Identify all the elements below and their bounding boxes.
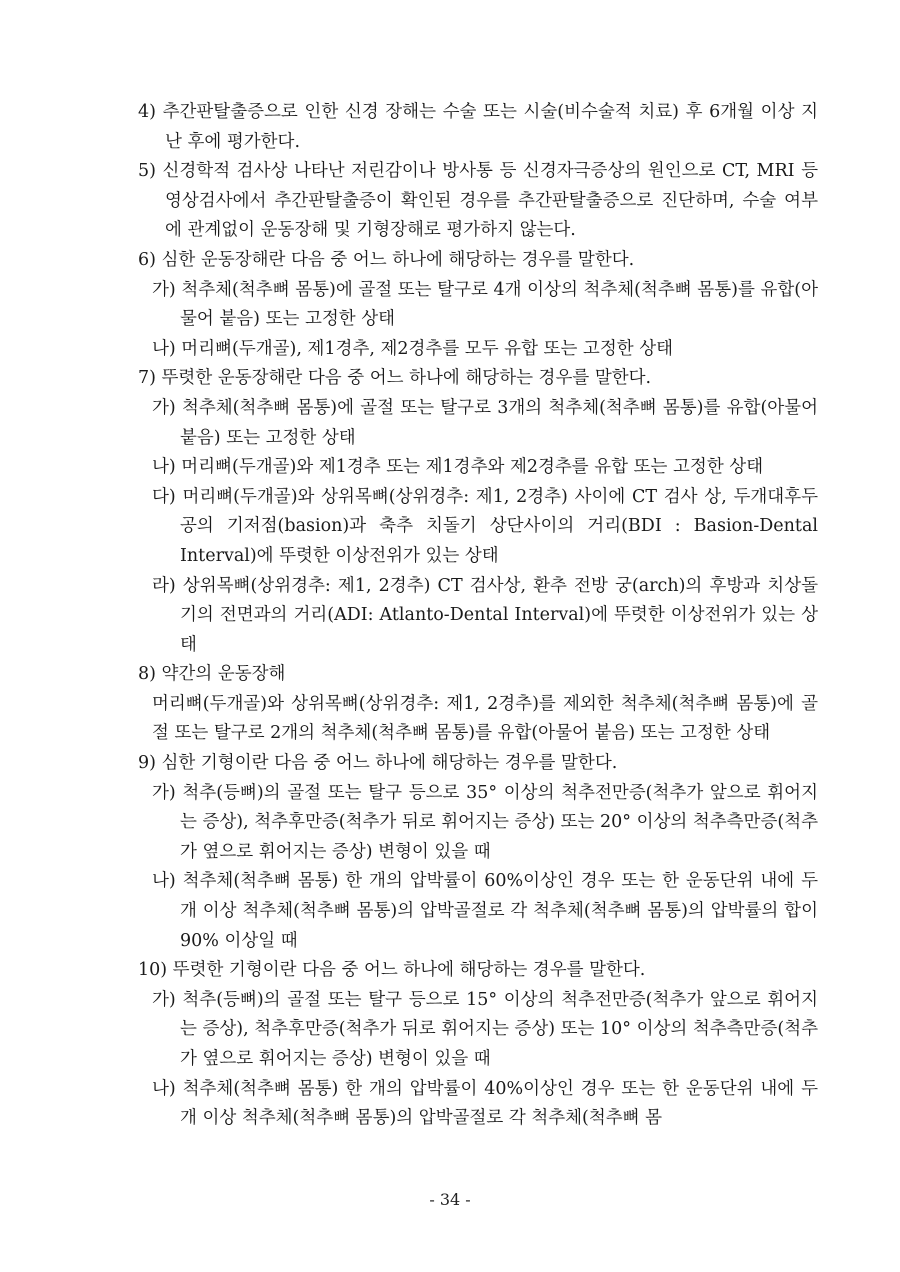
item-7: 7) 뚜렷한 운동장해란 다음 중 어느 하나에 해당하는 경우를 말한다. [138, 368, 652, 389]
item-10-na: 나) 척추체(척추뼈 몸통) 한 개의 압박률이 40%이상인 경우 또는 한 운동단위 내에 두 개 이상 척추체(척추뼈 몸통)의 압박골절로 각 척추체(척추뼈 몸 [152, 1078, 818, 1129]
item-6: 6) 심한 운동장해란 다음 중 어느 하나에 해당하는 경우를 말한다. [138, 249, 635, 270]
item-10-ga: 가) 척추(등뼈)의 골절 또는 탈구 등으로 15° 이상의 척추전만증(척추가 앞으로 휘어지는 증상), 척추후만증(척추가 뒤로 휘어지는 증상) 또는 10° 이상의 척추측만증(척추가 옆으로 휘어지는 증상) 변형이 있을 때 [152, 989, 819, 1069]
item-9: 9) 심한 기형이란 다음 중 어느 하나에 해당하는 경우를 말한다. [138, 753, 618, 774]
item-8-body: 머리뼈(두개골)와 상위목뼈(상위경추: 제1, 2경추)를 제외한 척추체(척추뼈 몸통)에 골절 또는 탈구로 2개의 척추체(척추뼈 몸통)를 유합(아물어 붙음) 또는 고정한 상태 [152, 693, 818, 744]
item-7-da: 다) 머리뼈(두개골)와 상위목뼈(상위경추: 제1, 2경추) 사이에 CT 검사 상, 두개대후두공의 기저점(basion)과 축추 치돌기 상단사이의 거리(BDI : Basion-Dental Interval)에 뚜렷한 이상전위가 있는 상태 [152, 486, 818, 566]
item-4: 4) 추간판탈출증으로 인한 신경 장해는 수술 또는 시술(비수술적 치료) 후 6개월 이상 지난 후에 평가한다. [138, 102, 818, 152]
item-6-ga: 가) 척추체(척추뼈 몸통)에 골절 또는 탈구로 4개 이상의 척추체(척추뼈 몸통)를 유합(아물어 붙음) 또는 고정한 상태 [152, 279, 818, 330]
item-10: 10) 뚜렷한 기형이란 다음 중 어느 하나에 해당하는 경우를 말한다. [138, 960, 646, 981]
item-5: 5) 신경학적 검사상 나타난 저린감이나 방사통 등 신경자극증상의 원인으로 CT, MRI 등 영상검사에서 추간판탈출증이 확인된 경우를 추간판탈출증으로 진단하며, 수술 여부에 관계없이 운동장해 및 기형장해로 평가하지 않는다. [138, 161, 818, 241]
page-number: - 34 - [429, 1190, 471, 1209]
item-6-na: 나) 머리뼈(두개골), 제1경추, 제2경추를 모두 유합 또는 고정한 상태 [152, 338, 674, 359]
item-9-ga: 가) 척추(등뼈)의 골절 또는 탈구 등으로 35° 이상의 척추전만증(척추가 앞으로 휘어지는 증상), 척추후만증(척추가 뒤로 휘어지는 증상) 또는 20° 이상의 척추측만증(척추가 옆으로 휘어지는 증상) 변형이 있을 때 [152, 782, 819, 862]
item-7-ga: 가) 척추체(척추뼈 몸통)에 골절 또는 탈구로 3개의 척추체(척추뼈 몸통)를 유합(아물어 붙음) 또는 고정한 상태 [152, 397, 818, 448]
item-8: 8) 약간의 운동장해 [138, 664, 286, 685]
item-9-na: 나) 척추체(척추뼈 몸통) 한 개의 압박률이 60%이상인 경우 또는 한 운동단위 내에 두 개 이상 척추체(척추뼈 몸통)의 압박골절로 각 척추체(척추뼈 몸통)의 압박률의 합이 90% 이상일 때 [152, 871, 818, 951]
document-body [138, 98, 818, 1134]
item-7-ra: 라) 상위목뼈(상위경추: 제1, 2경추) CT 검사상, 환추 전방 궁(arch)의 후방과 치상돌기의 전면과의 거리(ADI: Atlanto-Dental Interval)에 뚜렷한 이상전위가 있는 상태 [152, 575, 818, 655]
item-7-na: 나) 머리뼈(두개골)와 제1경추 또는 제1경추와 제2경추를 유합 또는 고정한 상태 [152, 457, 764, 478]
